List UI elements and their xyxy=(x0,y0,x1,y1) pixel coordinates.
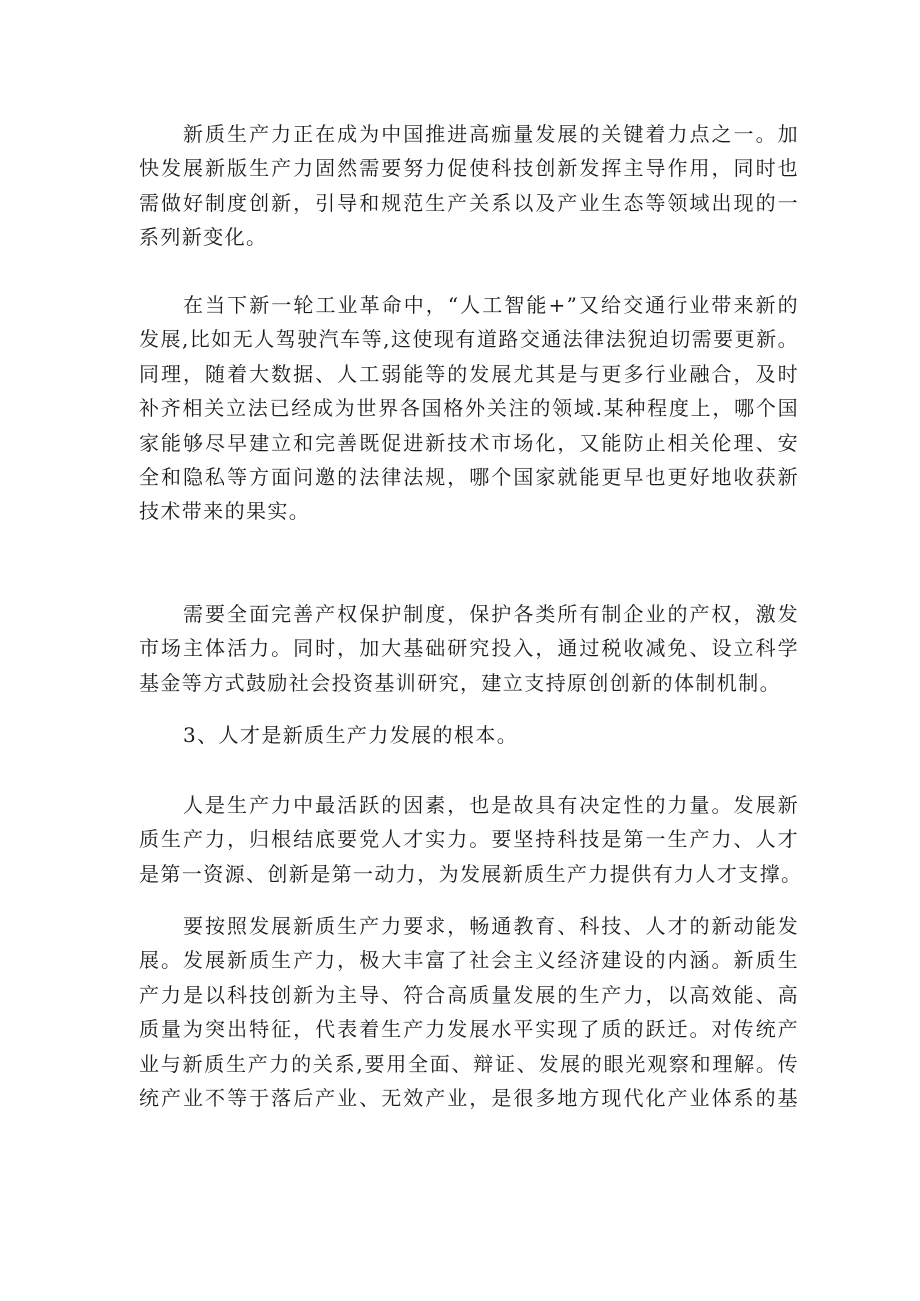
paragraph-line: 新质生产力正在成为中国推进高痂量发展的关键着力点之一。加 xyxy=(183,122,799,146)
paragraph-line: 统产业不等于落后产业、无效产业，是很多地方现代化产业体系的基 xyxy=(139,1086,799,1111)
paragraph-line: 家能够尽早建立和完善既促进新技术市场化，又能防止相关伦理、安 xyxy=(139,430,799,455)
paragraph-line: 快发展新版生产力固然需要努力促使科技创新发挥主导作用，同时也 xyxy=(139,156,799,181)
paragraph-line: 基金等方式鼓励社会投资基训研究，建立支持原创创新的体制机制。 xyxy=(139,670,781,695)
paragraph-line: 人是生产力中最活跃的因素，也是故具有决定性的力量。发展新 xyxy=(183,793,799,817)
paragraph-line: 补齐相关立法已经成为世界各国格外关注的领域.某种程度上，哪个国 xyxy=(139,396,799,421)
paragraph-line: 需做好制度创新，引导和规范生产关系以及产业生态等领域出现的一 xyxy=(139,190,799,215)
paragraph-3 xyxy=(139,597,799,700)
paragraph-2 xyxy=(139,288,799,529)
paragraph-line: 在当下新一轮工业革命中，“人工智能+”又给交通行业带来新的 xyxy=(183,293,799,317)
paragraph-line: 展。发展新质生产力，极大丰富了社会主义经济建设的内涵。新质生 xyxy=(139,948,799,973)
paragraph-line: 全和隐私等方面问邀的法律法规，哪个国家就能更早也更好地收获新 xyxy=(139,465,799,490)
paragraph-line: 同理，随着大数据、人工弱能等的发展尤其是与更多行业融合，及时 xyxy=(139,361,799,386)
paragraph-line: 是第一资源、创新是第一动力，为发展新质生产力提供有力人才支撑。 xyxy=(139,861,803,886)
paragraph-line: 发展,比如无人驾驶汽车等,这使现有道路交通法律法猊迫切需要更新。 xyxy=(139,327,799,352)
paragraph-line: 系列新变化。 xyxy=(139,225,268,250)
paragraph-1 xyxy=(139,117,799,255)
paragraph-4 xyxy=(139,788,803,891)
paragraph-line: 业与新质生产力的关系,要用全面、辩证、发展的眼光观察和理解。传 xyxy=(139,1051,799,1076)
paragraph-line: 质生产力，归根结底要党人才实力。要坚持科技是第一生产力、人才 xyxy=(139,827,799,852)
paragraph-line: 质量为突出特征，代表着生产力发展水平实现了质的跃迁。对传统产 xyxy=(139,1017,799,1042)
paragraph-5 xyxy=(139,909,799,1115)
paragraph-line: 市场主体活力。同时，加大基础研究投入，通过税收减免、设立科学 xyxy=(139,636,799,661)
paragraph-line: 需要全面完善产权保护制度，保护各类所有制企业的产权，激发 xyxy=(183,602,799,626)
paragraph-line: 要按照发展新质生产力要求，畅通教育、科技、人才的新动能发 xyxy=(183,914,799,938)
paragraph-line: 技术带来的果实。 xyxy=(139,499,311,524)
paragraph-line: 产力是以科技创新为主导、符合高质量发展的生产力，以高效能、高 xyxy=(139,982,799,1007)
section-heading: 3、人才是新质生产力发展的根本。 xyxy=(183,723,519,747)
